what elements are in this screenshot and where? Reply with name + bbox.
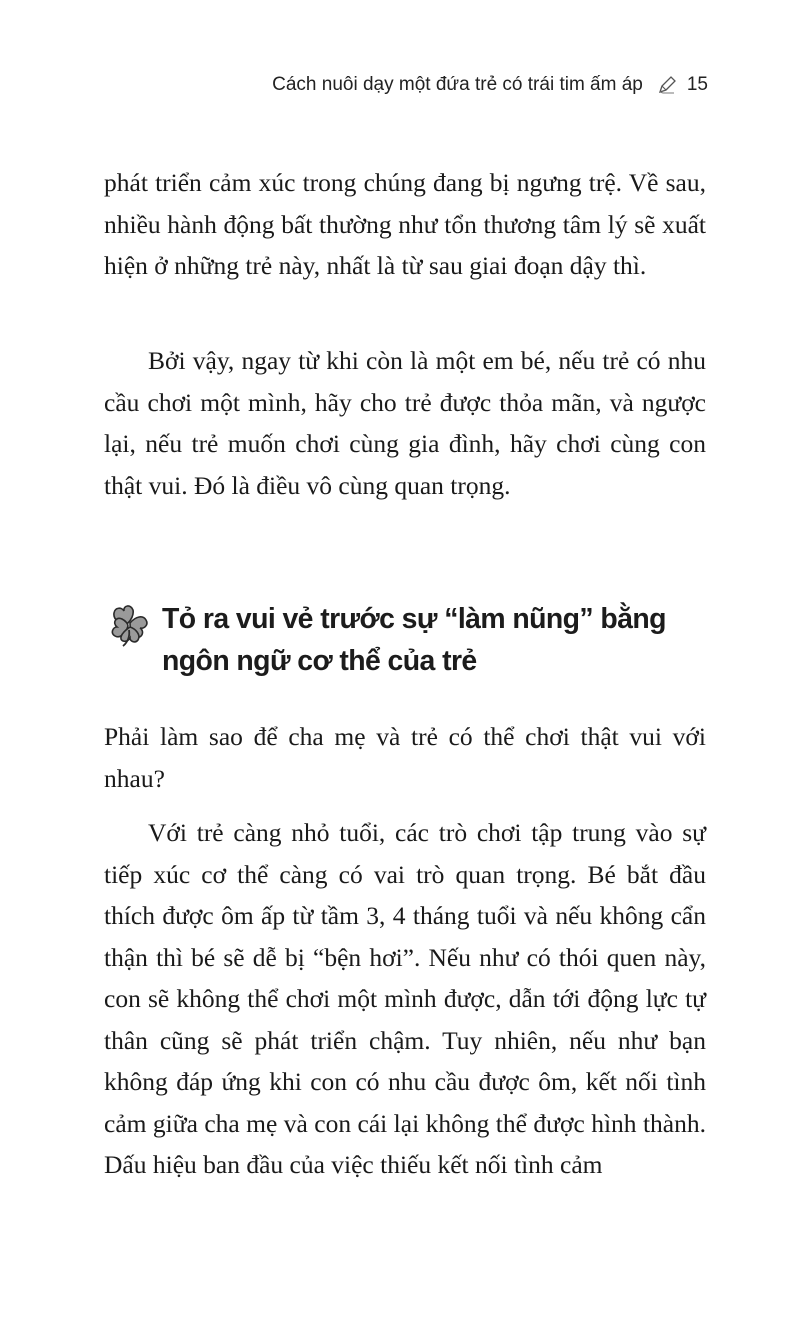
pen-icon xyxy=(657,75,677,95)
body-paragraph: Bởi vậy, ngay từ khi còn là một em bé, nếu trẻ có nhu cầu chơi một mình, hãy cho trẻ được thỏa mãn, và ngược lại, nếu trẻ muốn chơi cùng gia đình, hãy chơi cùng con thật vui. Đó là điều vô cùng quan trọng. xyxy=(104,346,706,500)
body-paragraph: Với trẻ càng nhỏ tuổi, các trò chơi tập trung vào sự tiếp xúc cơ thể càng có vai trò quan trọng. Bé bắt đầu thích được ôm ấp từ tầm 3, 4 tháng tuổi và nếu không cẩn thận thì bé sẽ dễ bị “bện hơi”. Nếu như có thói quen này, con sẽ không thể chơi một mình được, dẫn tới động lực tự thân cũng sẽ phát triển chậm. Tuy nhiên, nếu như bạn không đáp ứng khi con có nhu cầu được ôm, kết nối tình cảm giữa cha mẹ và con cái lại không thể được hình thành. Dấu hiệu ban đầu của việc thiếu kết nối tình cảm xyxy=(104,818,706,1179)
page-number: 15 xyxy=(686,74,708,95)
running-title: Cách nuôi dạy một đứa trẻ có trái tim ấm áp xyxy=(272,74,643,95)
body-paragraph: Phải làm sao để cha mẹ và trẻ có thể chơi thật vui với nhau? xyxy=(104,722,706,793)
body-paragraph: phát triển cảm xúc trong chúng đang bị ngưng trệ. Về sau, nhiều hành động bất thường như tổn thương tâm lý sẽ xuất hiện ở những trẻ này, nhất là từ sau giai đoạn dậy thì. xyxy=(104,168,706,280)
section-heading: Tỏ ra vui vẻ trước sự “làm nũng” bằng ngôn ngữ cơ thể của trẻ xyxy=(162,603,666,677)
clover-icon xyxy=(106,602,152,648)
running-header xyxy=(0,74,708,96)
